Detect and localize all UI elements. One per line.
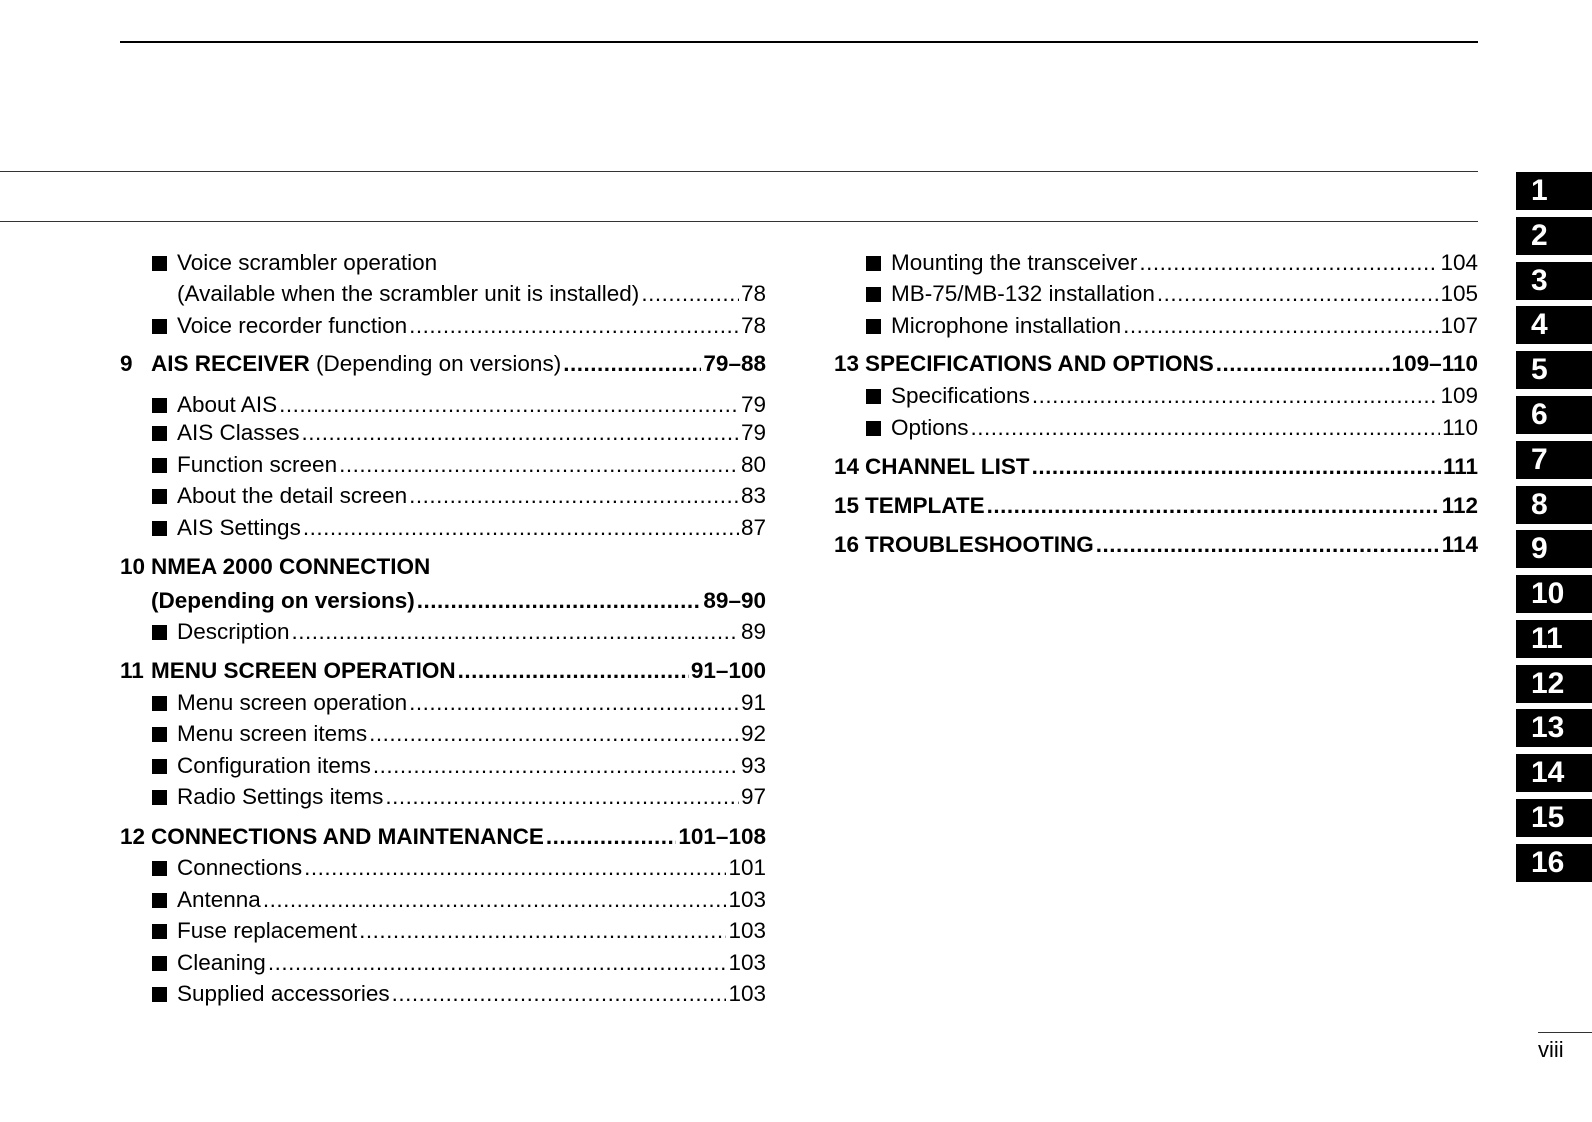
entry-title: Fuse replacement [177,918,358,943]
page-number: 103 [728,918,766,943]
toc-chapter-entry[interactable] [834,350,1478,378]
toc-chapter-entry[interactable] [120,657,766,685]
section-tab-11[interactable]: 11 [1516,620,1592,658]
toc-entry[interactable] [120,783,766,811]
square-bullet-icon [866,256,881,271]
toc-entry[interactable] [120,886,766,914]
square-bullet-icon [152,489,167,504]
entry-title: Options [891,415,969,440]
page-number: 101 [728,855,766,880]
toc-entry[interactable] [834,382,1478,410]
page-number: 78 [740,281,766,306]
entry-title: Menu screen items [177,721,368,746]
page-number: 109 [1440,383,1478,408]
page-number: 110 [1442,415,1478,440]
toc-entry[interactable] [834,312,1478,340]
page-number: 103 [728,950,766,975]
square-bullet-icon [152,727,167,742]
header-rule-upper [0,171,1478,172]
toc-entry[interactable] [120,854,766,882]
toc-entry[interactable] [120,917,766,945]
dot-leader [263,886,727,914]
entry-title: CHANNEL LIST [865,454,1030,479]
dot-leader [409,312,739,340]
toc-entry[interactable] [120,949,766,977]
dot-leader [268,949,727,977]
entry-title: Mounting the transceiver [891,250,1138,275]
page-number: 105 [1440,281,1478,306]
toc-entry[interactable] [120,618,766,646]
section-tab-1[interactable]: 1 [1516,172,1592,210]
page-number: 87 [740,515,766,540]
entry-title: About the detail screen [177,483,408,508]
page-number: 89–90 [703,588,766,613]
page-number: 93 [740,753,766,778]
entry-title: SPECIFICATIONS AND OPTIONS [865,351,1214,376]
toc-entry[interactable] [120,419,766,447]
page-number: 79 [740,392,766,417]
dot-leader [1096,531,1440,559]
section-tab-15[interactable]: 15 [1516,799,1592,837]
entry-title: Supplied accessories [177,981,390,1006]
entry-title: Radio Settings items [177,784,384,809]
dot-leader [304,854,726,882]
chapter-number: 14 [834,454,860,479]
chapter-number: 16 [834,532,860,557]
page-number: 112 [1441,493,1478,518]
toc-chapter-entry[interactable] [834,453,1478,481]
dot-leader [1123,312,1438,340]
square-bullet-icon [152,790,167,805]
square-bullet-icon [152,256,167,271]
dot-leader [1032,453,1441,481]
chapter-number: 12 [120,824,146,849]
entry-title: AIS Settings [177,515,301,540]
toc-entry[interactable] [120,587,766,615]
page-number: 114 [1441,532,1478,557]
dot-leader [417,587,702,615]
entry-title: MB-75/MB-132 installation [891,281,1155,306]
square-bullet-icon [152,319,167,334]
section-tab-4[interactable]: 4 [1516,306,1592,344]
square-bullet-icon [866,319,881,334]
dot-leader [409,482,739,510]
square-bullet-icon [152,458,167,473]
toc-chapter-entry[interactable] [120,350,766,378]
dot-leader [409,689,739,717]
entry-title: About AIS [177,392,278,417]
page-number: 79 [740,420,766,445]
dot-leader [369,720,739,748]
dot-leader [1216,350,1390,378]
dot-leader [373,752,739,780]
entry-title: NMEA 2000 CONNECTION [151,554,431,579]
page-folio: viii [1538,1037,1564,1062]
square-bullet-icon [866,287,881,302]
dot-leader [971,414,1441,442]
top-rule [120,41,1478,43]
chapter-number: 13 [834,351,860,376]
page-number: 109–110 [1391,351,1478,376]
dot-leader [546,823,676,851]
page-number: 97 [740,784,766,809]
chapter-number: 15 [834,493,860,518]
square-bullet-icon [152,759,167,774]
entry-title: (Depending on versions) [151,588,415,613]
entry-title: AIS Classes [177,420,300,445]
entry-title: CONNECTIONS AND MAINTENANCE [151,824,544,849]
dot-leader [1139,249,1438,277]
page-number: 92 [740,721,766,746]
toc-entry[interactable] [120,514,766,542]
toc-entry[interactable] [834,280,1478,308]
entry-title: Function screen [177,452,338,477]
page-number: 78 [740,313,766,338]
section-tab-10[interactable]: 10 [1516,575,1592,613]
page-number: 104 [1440,250,1478,275]
page-number: 79–88 [703,351,766,376]
square-bullet-icon [152,956,167,971]
entry-title: AIS RECEIVER [151,351,310,376]
section-tab-2[interactable]: 2 [1516,217,1592,255]
square-bullet-icon [152,625,167,640]
page-number: 111 [1442,454,1478,479]
section-tab-5[interactable]: 5 [1516,351,1592,389]
page-number: 83 [740,483,766,508]
toc-chapter-entry[interactable] [120,823,766,851]
dot-leader [292,618,739,646]
square-bullet-icon [152,861,167,876]
section-tab-12[interactable]: 12 [1516,665,1592,703]
page-number: 103 [728,887,766,912]
dot-leader [458,657,689,685]
toc-entry[interactable] [120,482,766,510]
entry-title: Configuration items [177,753,371,778]
toc-entry[interactable] [120,451,766,479]
section-tab-14[interactable]: 14 [1516,754,1592,792]
dot-leader [987,492,1440,520]
entry-title: Specifications [891,383,1030,408]
page-number: 103 [728,981,766,1006]
dot-leader [1157,280,1439,308]
folio-rule [1538,1032,1592,1033]
entry-title: Cleaning [177,950,266,975]
section-tab-3[interactable]: 3 [1516,262,1592,300]
page-number: 91 [740,690,766,715]
page-number: 89 [740,619,766,644]
toc-entry[interactable] [120,752,766,780]
dot-leader [392,980,727,1008]
chapter-number: 10 [120,554,146,579]
toc-entry[interactable] [120,312,766,340]
square-bullet-icon [866,389,881,404]
toc-entry[interactable] [834,249,1478,277]
section-tab-16[interactable]: 16 [1516,844,1592,882]
dot-leader [641,280,739,308]
entry-note: (Depending on versions) [309,351,562,376]
dot-leader [279,391,739,419]
section-tab-7[interactable]: 7 [1516,441,1592,479]
section-tab-6[interactable]: 6 [1516,396,1592,434]
toc-entry[interactable] [120,689,766,717]
entry-title: Microphone installation [891,313,1122,338]
square-bullet-icon [152,924,167,939]
dot-leader [563,350,701,378]
entry-title: Menu screen operation [177,690,408,715]
page-number: 91–100 [690,658,766,683]
square-bullet-icon [152,426,167,441]
square-bullet-icon [152,987,167,1002]
toc-entry[interactable] [120,280,766,308]
toc-entry[interactable] [120,980,766,1008]
entry-title: MENU SCREEN OPERATION [151,658,456,683]
entry-title: (Available when the scrambler unit is installed) [177,281,640,306]
square-bullet-icon [152,521,167,536]
toc-entry[interactable] [120,249,766,277]
page-number: 101–108 [678,824,766,849]
page-number: 80 [740,452,766,477]
section-tab-9[interactable]: 9 [1516,530,1592,568]
toc-entry[interactable] [834,414,1478,442]
entry-title: TROUBLESHOOTING [865,532,1094,557]
entry-title: Connections [177,855,303,880]
toc-chapter-entry[interactable] [834,492,1478,520]
entry-title: Antenna [177,887,261,912]
dot-leader [1032,382,1439,410]
page-number: 107 [1440,313,1478,338]
entry-title: Description [177,619,290,644]
entry-title: Voice scrambler operation [177,250,438,275]
entry-title: TEMPLATE [865,493,985,518]
dot-leader [339,451,739,479]
header-rule-lower [0,221,1478,222]
square-bullet-icon [152,893,167,908]
section-tab-8[interactable]: 8 [1516,486,1592,524]
square-bullet-icon [152,398,167,413]
chapter-number: 9 [120,351,133,376]
dot-leader [302,419,739,447]
toc-chapter-entry[interactable] [120,553,766,581]
square-bullet-icon [152,696,167,711]
square-bullet-icon [866,421,881,436]
toc-entry[interactable] [120,720,766,748]
dot-leader [385,783,739,811]
entry-title: Voice recorder function [177,313,408,338]
dot-leader [359,917,726,945]
chapter-number: 11 [120,658,144,683]
toc-entry[interactable] [120,391,766,419]
dot-leader [303,514,739,542]
section-tab-13[interactable]: 13 [1516,709,1592,747]
toc-chapter-entry[interactable] [834,531,1478,559]
